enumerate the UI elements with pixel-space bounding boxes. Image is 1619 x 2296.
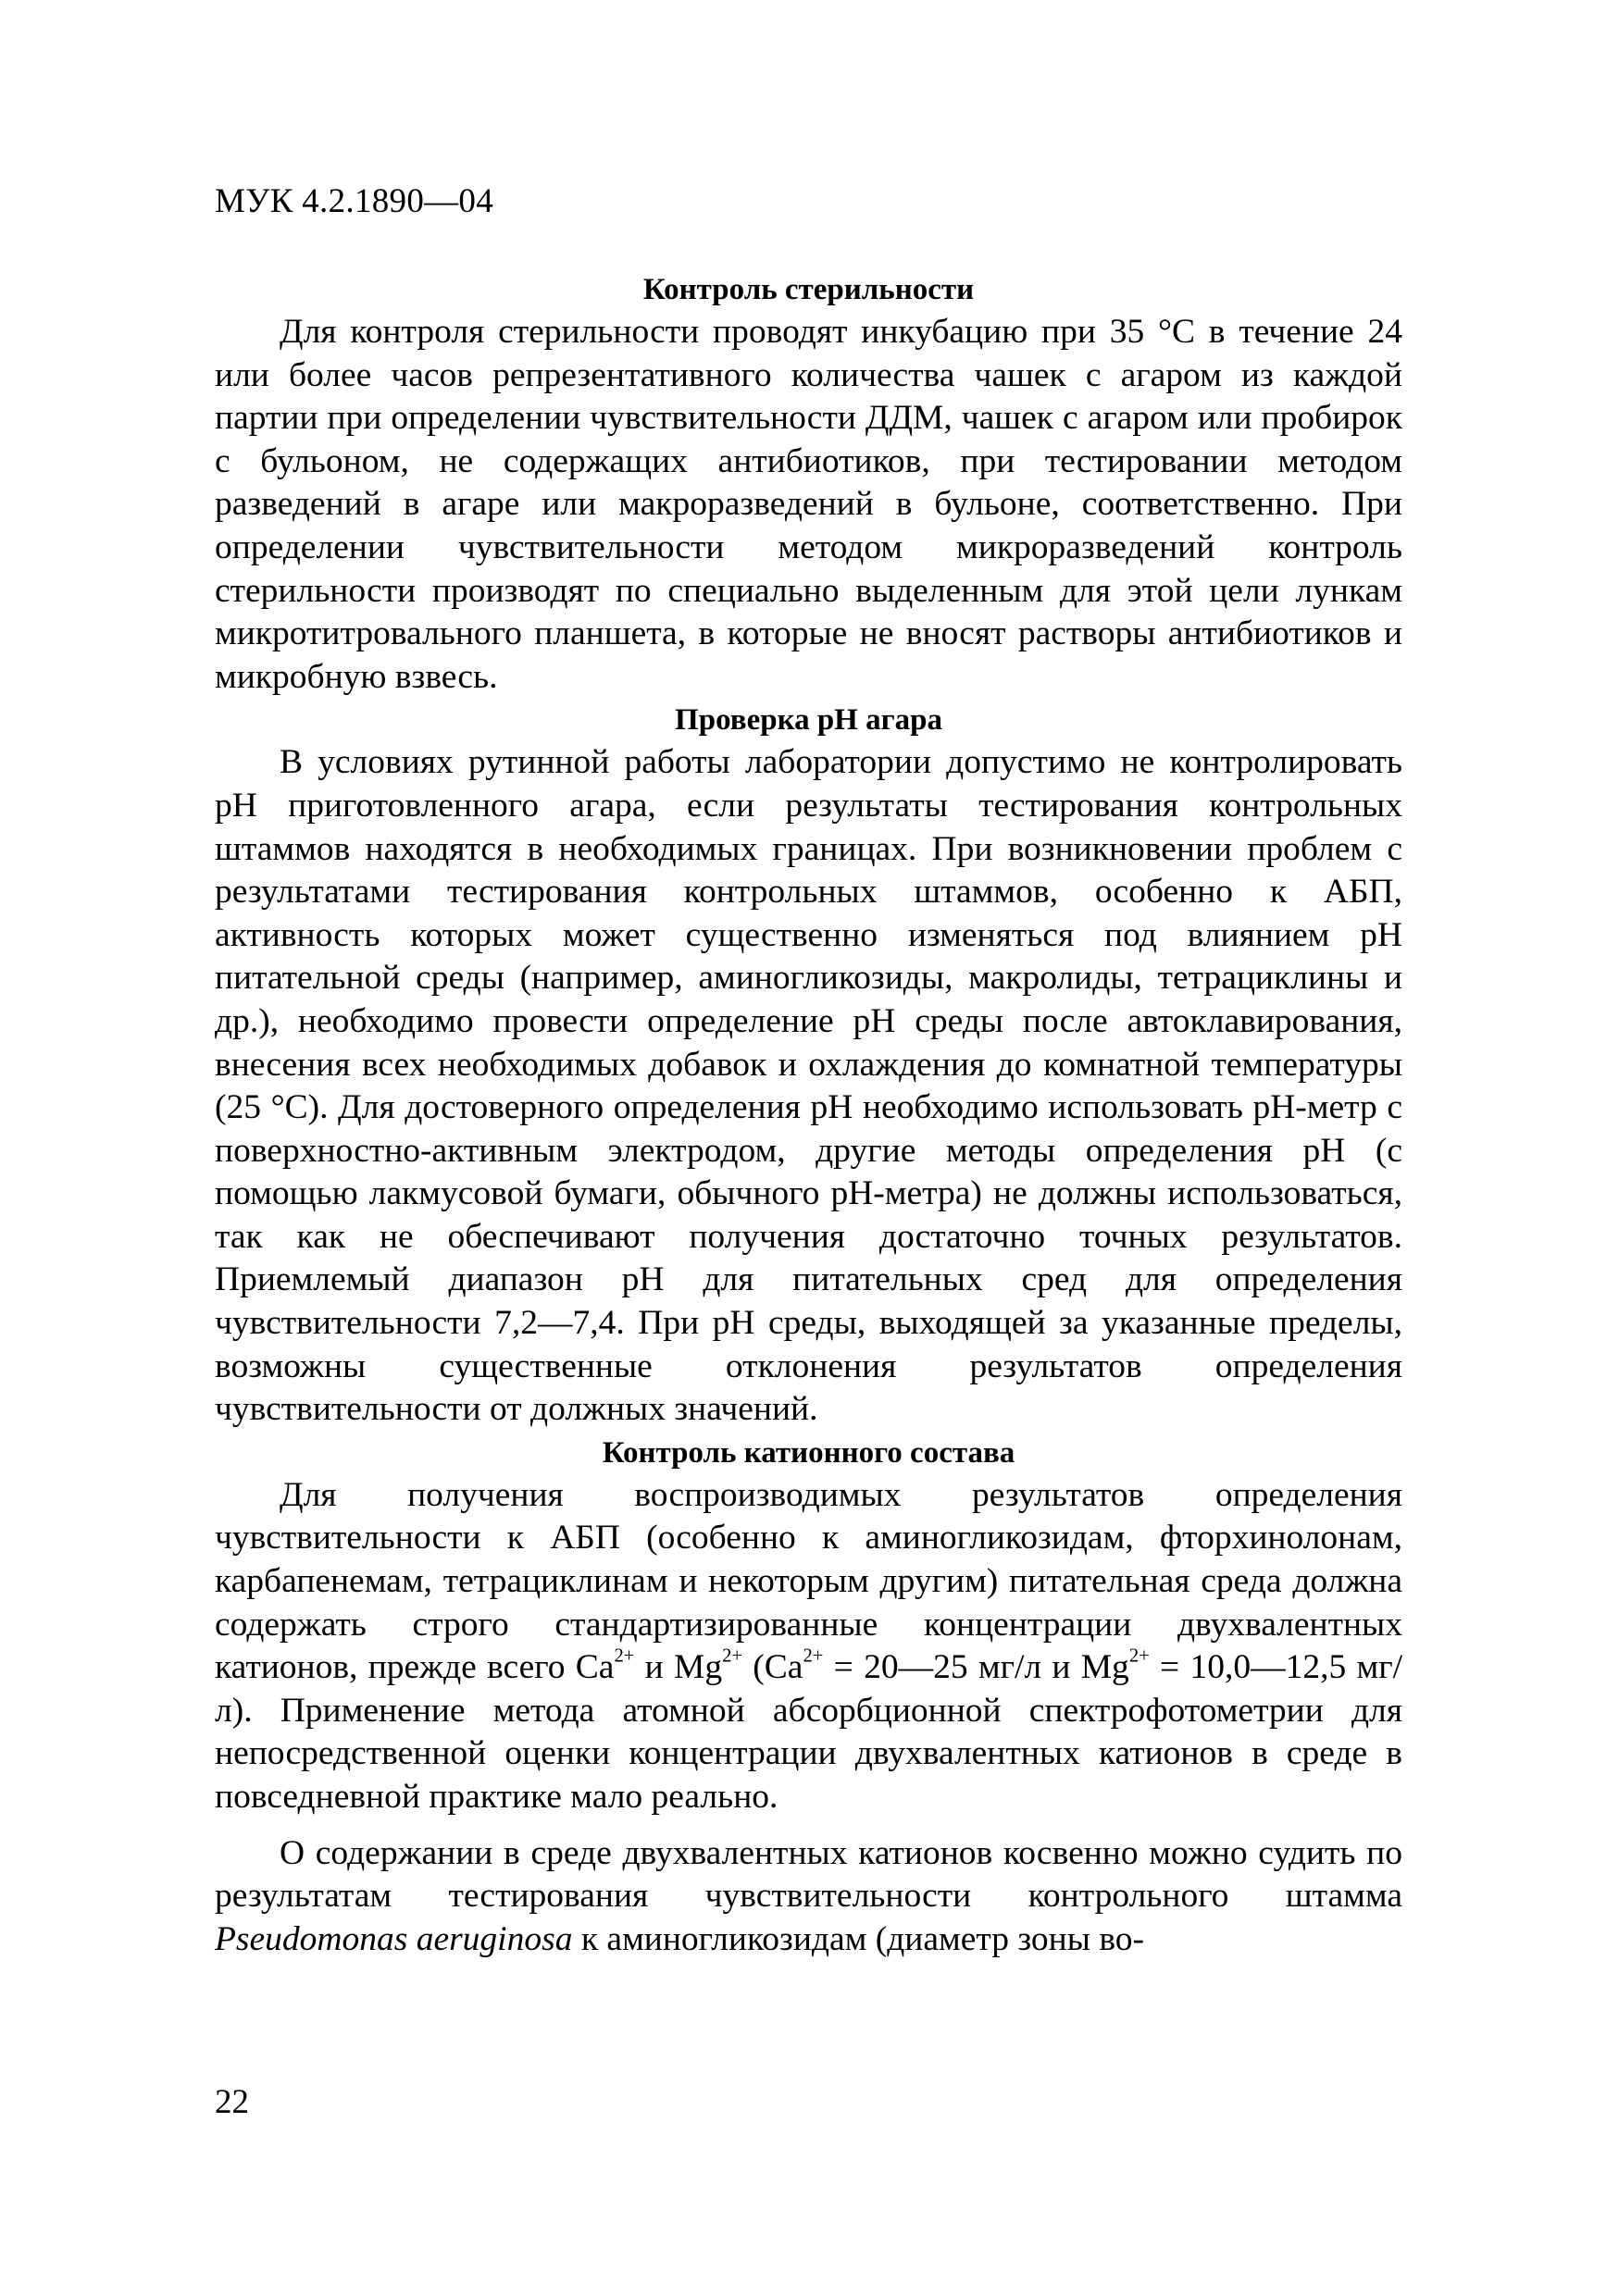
section-title-cation: Контроль катионного состава bbox=[602, 1435, 1015, 1470]
paragraph-text: = 10,0—12,5 мг/л). Применение метода атомной абсорбционной спектрофотометрии для непосредственной оценки концентрации двухвалентных катионов в среде в повседневной практике мало реально. bbox=[215, 1648, 1402, 1816]
paragraph-text: и Mg bbox=[634, 1648, 723, 1687]
document-code: МУК 4.2.1890—04 bbox=[215, 182, 494, 220]
paragraph-text: (Ca bbox=[742, 1648, 803, 1687]
superscript: 2+ bbox=[722, 1645, 743, 1667]
paragraph-cation-2 bbox=[215, 1832, 1402, 1962]
superscript: 2+ bbox=[1128, 1645, 1150, 1667]
paragraph-text: к аминогликозидам (диаметр зоны во- bbox=[572, 1919, 1145, 1958]
paragraph-text: О содержании в среде двухвалентных катионов косвенно можно судить по результатам тестирования чувствительности контрольного штамма bbox=[215, 1833, 1402, 1916]
paragraph-text: = 20—25 мг/л и Mg bbox=[823, 1648, 1129, 1687]
species-name: Pseudomonas aeruginosa bbox=[215, 1919, 573, 1958]
superscript: 2+ bbox=[803, 1645, 824, 1667]
paragraph-ph: В условиях рутинной работы лаборатории допустимо не контролировать рН приготовленного агара, если результаты тестирования контрольных штаммов находятся в необходимых границах. При возникновении проблем с результатами тестирования контрольных штаммов, особенно к АБП, активность которых может существенно изменяться под влиянием рН питательной среды (например, аминогликозиды, макролиды, тетрациклины и др.), необходимо провести определение рН среды после автоклавирования, внесения всех необходимых добавок и охлаждения до комнатной температуры (25 °С). Для достоверного определения рН необходимо использовать рН-метр с поверхностно-активным электродом, другие методы определения рН (с помощью лакмусовой бумаги, обычного рН-метра) не должны использоваться, так как не обеспечивают получения достаточно точных результатов. Приемлемый диапазон рН для питательных сред для определения чувствительности 7,2—7,4. При рН среды, выходящей за указанные пределы, возможны существенные отклонения результатов определения чувствительности от должных значений. bbox=[215, 743, 1402, 1429]
paragraph-cation-1 bbox=[215, 1474, 1402, 1819]
page-body bbox=[215, 268, 1402, 1961]
page-number: 22 bbox=[215, 2083, 249, 2121]
section-title-sterility: Контроль стерильности bbox=[642, 273, 975, 306]
paragraph-text: Для получения воспроизводимых результатов определения чувствительности к АБП (особенно к аминогликозидам, фторхинолонам, карбапенемам, тетрациклинам и некоторым другим) питательная среда должна содержать строго стандартизированные концентрации двухвалентных катионов, прежде всего Ca bbox=[215, 1475, 1402, 1687]
section-title-ph: Проверка рН агара bbox=[675, 703, 942, 738]
paragraph-sterility: Для контроля стерильности проводят инкубацию при 35 °С в течение 24 или более часов репрезентативного количества чашек с агаром из каждой партии при определении чувствительности ДДМ, чашек с агаром или пробирок с бульоном, не содержащих антибиотиков, при тестировании методом разведений в агаре или макроразведений в бульоне, соответственно. При определении чувствительности методом микроразведений контроль стерильности производят по специально выделенным для этой цели лункам микротитровального планшета, в которые не вносят растворы антибиотиков и микробную взвесь. bbox=[215, 313, 1402, 696]
superscript: 2+ bbox=[614, 1645, 635, 1667]
